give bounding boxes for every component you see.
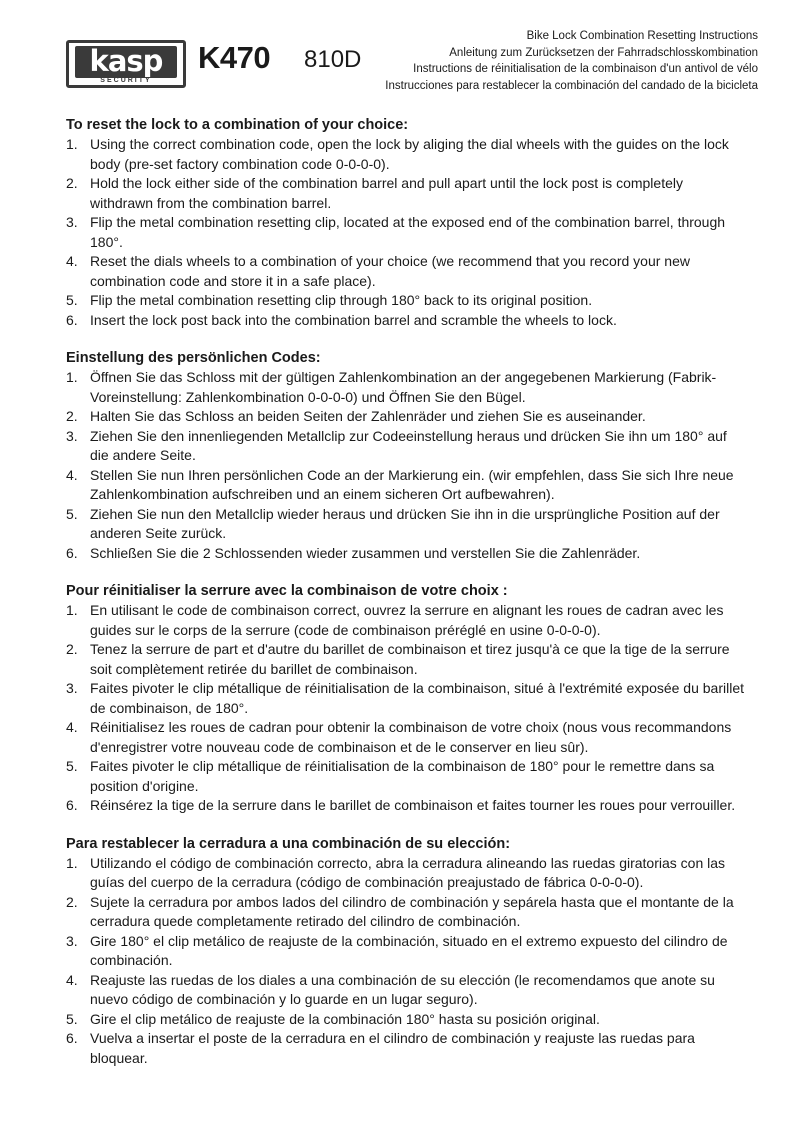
title-french: Instructions de réinitialisation de la combinaison d'un antivol de vélo [413,63,758,75]
step-list [66,368,746,563]
step-text: Using the correct combination code, open the lock by aliging the dial wheels with the guides on the lock body (pre-set factory combination code 0-0-0-0). [90,136,729,172]
step-item [66,601,746,640]
step-number: 5. [66,292,78,308]
step-item [66,213,746,252]
step-number: 1. [66,854,78,871]
step-item [66,135,746,174]
title-german: Anleitung zum Zurücksetzen der Fahrradschlosskombination [449,46,758,59]
step-number: 6. [66,797,78,813]
step-item [66,311,746,331]
title-spanish: Instrucciones para restablecer la combinación del candado de la bicicleta [385,79,758,92]
step-text: Gire el clip metálico de reajuste de la combinación 180° hasta su posición original. [90,1010,600,1027]
section-english [66,115,746,330]
step-text: Gire 180° el clip metálico de reajuste de la combinación, situado en el extremo expuesto del cilindro de combinación. [90,932,728,968]
step-number: 4. [66,971,78,988]
step-text: Vuelva a insertar el poste de la cerradura en el cilindro de combinación y reajuste las ruedas para bloquear. [90,1030,695,1066]
section-heading: Pour réinitialiser la serrure avec la combinaison de votre choix : [66,583,508,599]
step-item [66,505,746,544]
title-english: Bike Lock Combination Resetting Instructions [526,30,758,42]
step-item [66,757,746,796]
step-text: Stellen Sie nun Ihren persönlichen Code an der Markierung ein. (wir empfehlen, dass Sie sich Ihre neue Zahlenkombination aufschreiben und an einem sicheren Ort aufbewahren). [90,466,734,502]
step-item [66,679,746,718]
step-item [66,252,746,291]
step-item [66,854,746,893]
kasp-logo [66,40,186,88]
step-item [66,718,746,757]
step-item [66,174,746,213]
step-text: Ziehen Sie den innenliegenden Metallclip zur Codeeinstellung heraus und drücken Sie ihn um 180° auf die andere Seite. [90,427,727,463]
step-number: 5. [66,505,78,522]
step-item [66,796,746,816]
header-titles [385,28,758,94]
step-text: Schließen Sie die 2 Schlossenden wieder zusammen und verstellen Sie die Zahlenräder. [90,544,641,561]
step-text: Öffnen Sie das Schloss mit der gültigen Zahlenkombination an der angegebenen Markierung (Fabrik-Voreinstellung: Zahlenkombination 0-0-0-0) und Öffnen Sie den Bügel. [90,369,717,405]
step-number: 2. [66,408,78,424]
step-text: Réinitialisez les roues de cadran pour obtenir la combinaison de votre choix (nous vous recommandons d'enregistrer votre nouveau code de combinaison et de le conserver en lieu sûr). [90,719,732,755]
document-header [66,28,758,98]
step-text: Insert the lock post back into the combination barrel and scramble the wheels to lock. [90,311,617,328]
section-heading: To reset the lock to a combination of your choice: [66,117,409,133]
step-text: Utilizando el código de combinación correcto, abra la cerradura alineando las ruedas giratorias con las guías del cuerpo de la cerradura (código de combinación preajustado de fábrica 0-0-0-0). [90,854,726,890]
step-list [66,601,746,816]
section-spanish [66,834,746,1069]
step-text: Ziehen Sie nun den Metallclip wieder heraus und drücken Sie ihn in die ursprüngliche Position auf der anderen Seite zurück. [90,505,720,541]
step-list [66,854,746,1069]
step-item [66,368,746,407]
step-item [66,971,746,1010]
step-text: En utilisant le code de combinaison correct, ouvrez la serrure en alignant les roues de cadran avec les guides sur le corps de la serrure (code de combinaison préréglé en usine 0-0-0-0). [90,602,724,638]
step-number: 2. [66,641,78,657]
step-number: 3. [66,427,78,444]
logo-bar [75,46,177,78]
step-number: 3. [66,214,78,230]
step-item [66,640,746,679]
step-item [66,893,746,932]
step-text: Hold the lock either side of the combination barrel and pull apart until the lock post is completely withdrawn from the combination barrel. [90,175,683,211]
logo-subtitle: SECURITY [100,77,152,84]
step-number: 4. [66,253,78,269]
step-list [66,135,746,330]
step-item [66,291,746,311]
step-text: Reset the dials wheels to a combination of your choice (we recommend that you record your new combination code and store it in a safe place). [90,253,690,289]
step-text: Reajuste las ruedas de los diales a una combinación de su elección (le recomendamos que anote su nuevo código de combinación y lo guarde en un lugar seguro). [90,971,715,1007]
step-number: 4. [66,466,78,483]
step-item [66,466,746,505]
step-number: 3. [66,680,78,696]
step-item [66,544,746,564]
submodel-number: 810D [304,46,362,73]
step-number: 5. [66,758,78,774]
step-number: 1. [66,602,78,618]
section-heading: Einstellung des persönlichen Codes: [66,350,321,366]
step-text: Réinsérez la tige de la serrure dans le barillet de combinaison et faites tourner les roues pour verrouiller. [90,797,736,813]
step-number: 4. [66,719,78,735]
step-number: 1. [66,369,78,385]
step-text: Flip the metal combination resetting clip through 180° back to its original position. [90,292,593,308]
section-heading: Para restablecer la cerradura a una combinación de su elección: [66,835,511,852]
step-number: 2. [66,893,78,910]
step-number: 3. [66,932,78,949]
step-text: Tenez la serrure de part et d'autre du barillet de combinaison et tirez jusqu'à ce que la tige de la serrure soit complètement retirée du barillet de combinaison. [90,641,730,677]
step-text: Faites pivoter le clip métallique de réinitialisation de la combinaison de 180° pour le remettre dans sa position d'origine. [90,758,715,794]
instructions-content [66,115,746,1086]
step-item [66,407,746,427]
step-number: 6. [66,311,78,328]
model-number: K470 [198,40,271,75]
step-item [66,932,746,971]
step-item [66,1010,746,1030]
step-text: Faites pivoter le clip métallique de réinitialisation de la combinaison, situé à l'extrémité exposée du barillet de combinaison, de 180°. [90,680,745,716]
step-item [66,1029,746,1068]
step-text: Sujete la cerradura por ambos lados del cilindro de combinación y sepárela hasta que el montante de la cerradura quede completamente retirado del cilindro de combinación. [90,893,734,929]
section-french [66,581,746,816]
section-german [66,348,746,563]
step-number: 2. [66,175,78,191]
step-text: Halten Sie das Schloss an beiden Seiten der Zahlenräder und ziehen Sie es auseinander. [90,408,646,424]
step-number: 6. [66,1030,78,1046]
logo-wordmark: kasp [89,44,163,78]
step-item [66,427,746,466]
step-number: 6. [66,544,78,561]
step-number: 1. [66,136,78,152]
step-number: 5. [66,1010,78,1027]
step-text: Flip the metal combination resetting clip, located at the exposed end of the combination barrel, through 180°. [90,214,726,250]
